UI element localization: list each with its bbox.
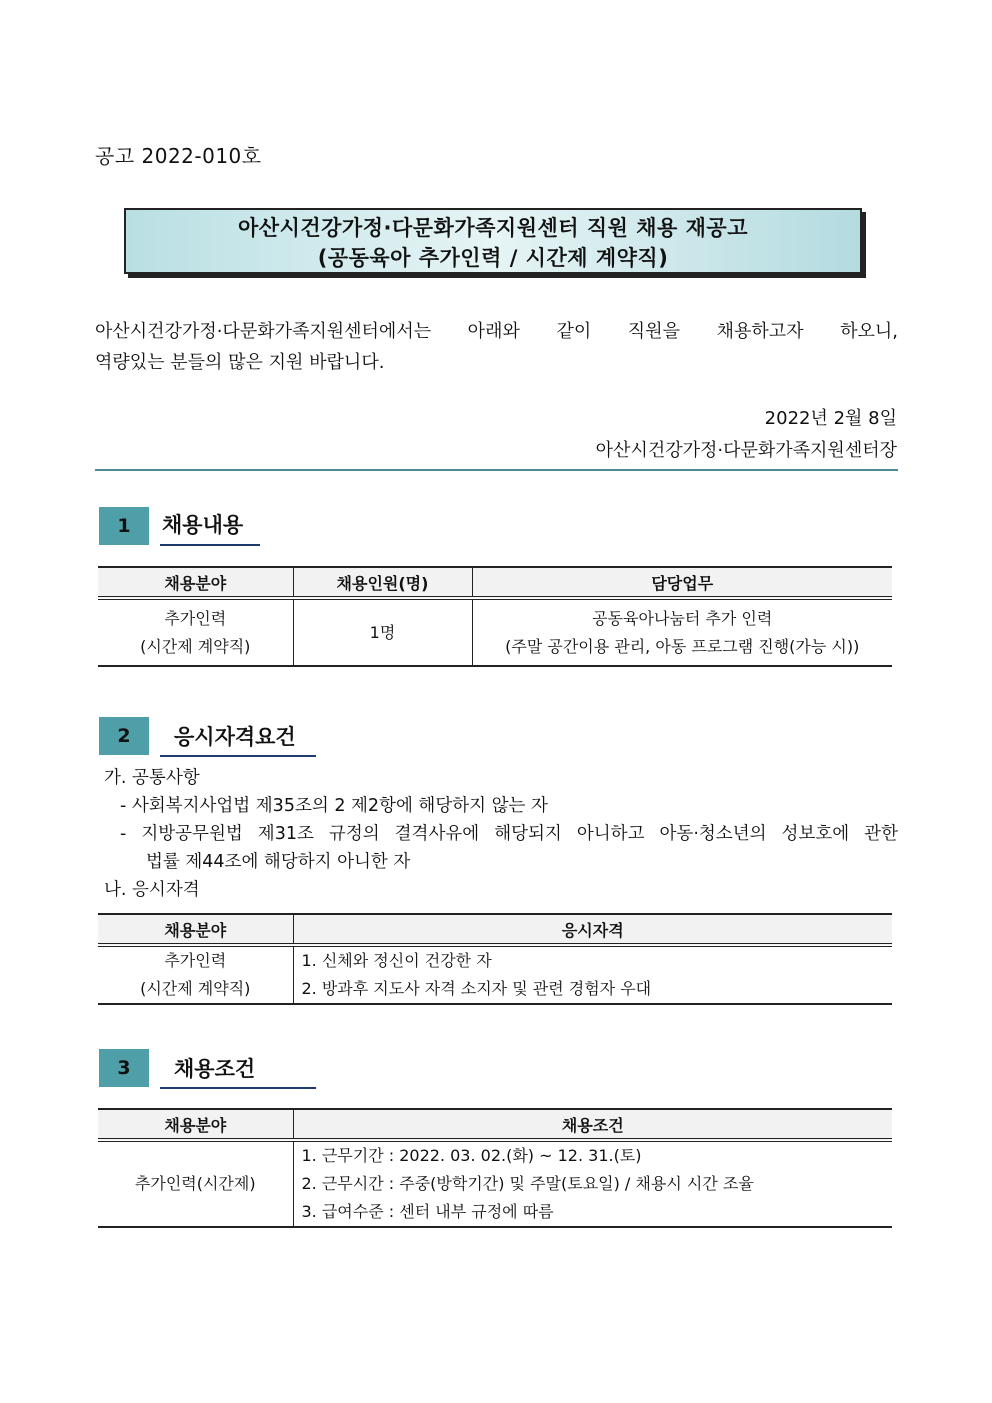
title-box xyxy=(124,208,862,274)
announcement-date: 2022년 2월 8일 xyxy=(764,408,897,429)
qual-cell xyxy=(293,945,892,1004)
title-line2: (공동육아 추가인력 / 시간제 계약직) xyxy=(317,246,669,270)
qual-field-line1: 추가인력 xyxy=(164,951,227,970)
cond-field-cell: 추가인력(시간제) xyxy=(98,1140,293,1227)
field-cell xyxy=(98,598,293,666)
qual-header-qual: 응시자격 xyxy=(293,914,892,945)
duty-cell xyxy=(472,598,892,666)
qual-field-line2: (시간제 계약직) xyxy=(140,979,251,998)
qualification-table xyxy=(98,913,892,1005)
qual-item-1: 1. 신체와 정신이 건강한 자 xyxy=(301,951,492,970)
common-item-1: - 사회복지사업법 제35조의 2 제2항에 해당하지 않는 자 xyxy=(120,796,548,816)
qual-field-cell xyxy=(98,945,293,1004)
recruitment-table xyxy=(98,566,892,667)
header-count: 채용인원(명) xyxy=(293,567,472,598)
section2-number: 2 xyxy=(99,717,149,755)
common-item-2-cont: 법률 제44조에 해당하지 아니한 자 xyxy=(146,852,411,872)
qualification-heading: 나. 응시자격 xyxy=(104,880,200,900)
issuer: 아산시건강가정·다문화가족지원센터장 xyxy=(595,440,897,461)
duty-line2: (주말 공간이용 관리, 아동 프로그램 진행(가능 시)) xyxy=(505,636,860,656)
section1-number: 1 xyxy=(99,507,149,545)
field-line1: 추가인력 xyxy=(164,608,227,628)
notice-number: 공고 2022-010호 xyxy=(95,144,262,168)
cond-header-field: 채용분야 xyxy=(98,1109,293,1140)
cond-cell xyxy=(293,1140,892,1227)
section3-underline xyxy=(160,1087,316,1089)
cond-header-cond: 채용조건 xyxy=(293,1109,892,1140)
conditions-table xyxy=(98,1108,892,1228)
count-cell: 1명 xyxy=(293,598,472,666)
common-item-2: - 지방공무원법 제31조 규정의 결격사유에 해당되지 아니하고 아동·청소년의 성보호에 관한 xyxy=(120,824,898,844)
qual-item-2: 2. 방과후 지도사 자격 소지자 및 관련 경험자 우대 xyxy=(301,979,652,998)
header-duty: 담당업무 xyxy=(472,567,892,598)
intro-line1: 아산시건강가정·다문화가족지원센터에서는 아래와 같이 직원을 채용하고자 하오니, xyxy=(95,321,898,342)
cond-item-2: 2. 근무시간 : 주중(방학기간) 및 주말(토요일) / 채용시 시간 조율 xyxy=(301,1174,754,1193)
intro-line2: 역량있는 분들의 많은 지원 바랍니다. xyxy=(95,352,385,373)
cond-item-3: 3. 급여수준 : 센터 내부 규정에 따름 xyxy=(301,1202,554,1221)
duty-line1: 공동육아나눔터 추가 인력 xyxy=(592,608,773,628)
section3-title: 채용조건 xyxy=(174,1057,256,1081)
section1-title: 채용내용 xyxy=(162,513,244,537)
header-field: 채용분야 xyxy=(98,567,293,598)
section2-title: 응시자격요건 xyxy=(174,725,296,749)
section3-number: 3 xyxy=(99,1049,149,1087)
field-line2: (시간제 계약직) xyxy=(140,636,251,656)
section1-underline xyxy=(160,544,260,546)
common-heading: 가. 공통사항 xyxy=(104,768,200,788)
cond-item-1: 1. 근무기간 : 2022. 03. 02.(화) ~ 12. 31.(토) xyxy=(301,1146,642,1165)
qual-header-field: 채용분야 xyxy=(98,914,293,945)
title-line1: 아산시건강가정·다문화가족지원센터 직원 채용 재공고 xyxy=(238,216,748,240)
divider xyxy=(95,469,898,471)
section2-underline xyxy=(160,755,316,757)
